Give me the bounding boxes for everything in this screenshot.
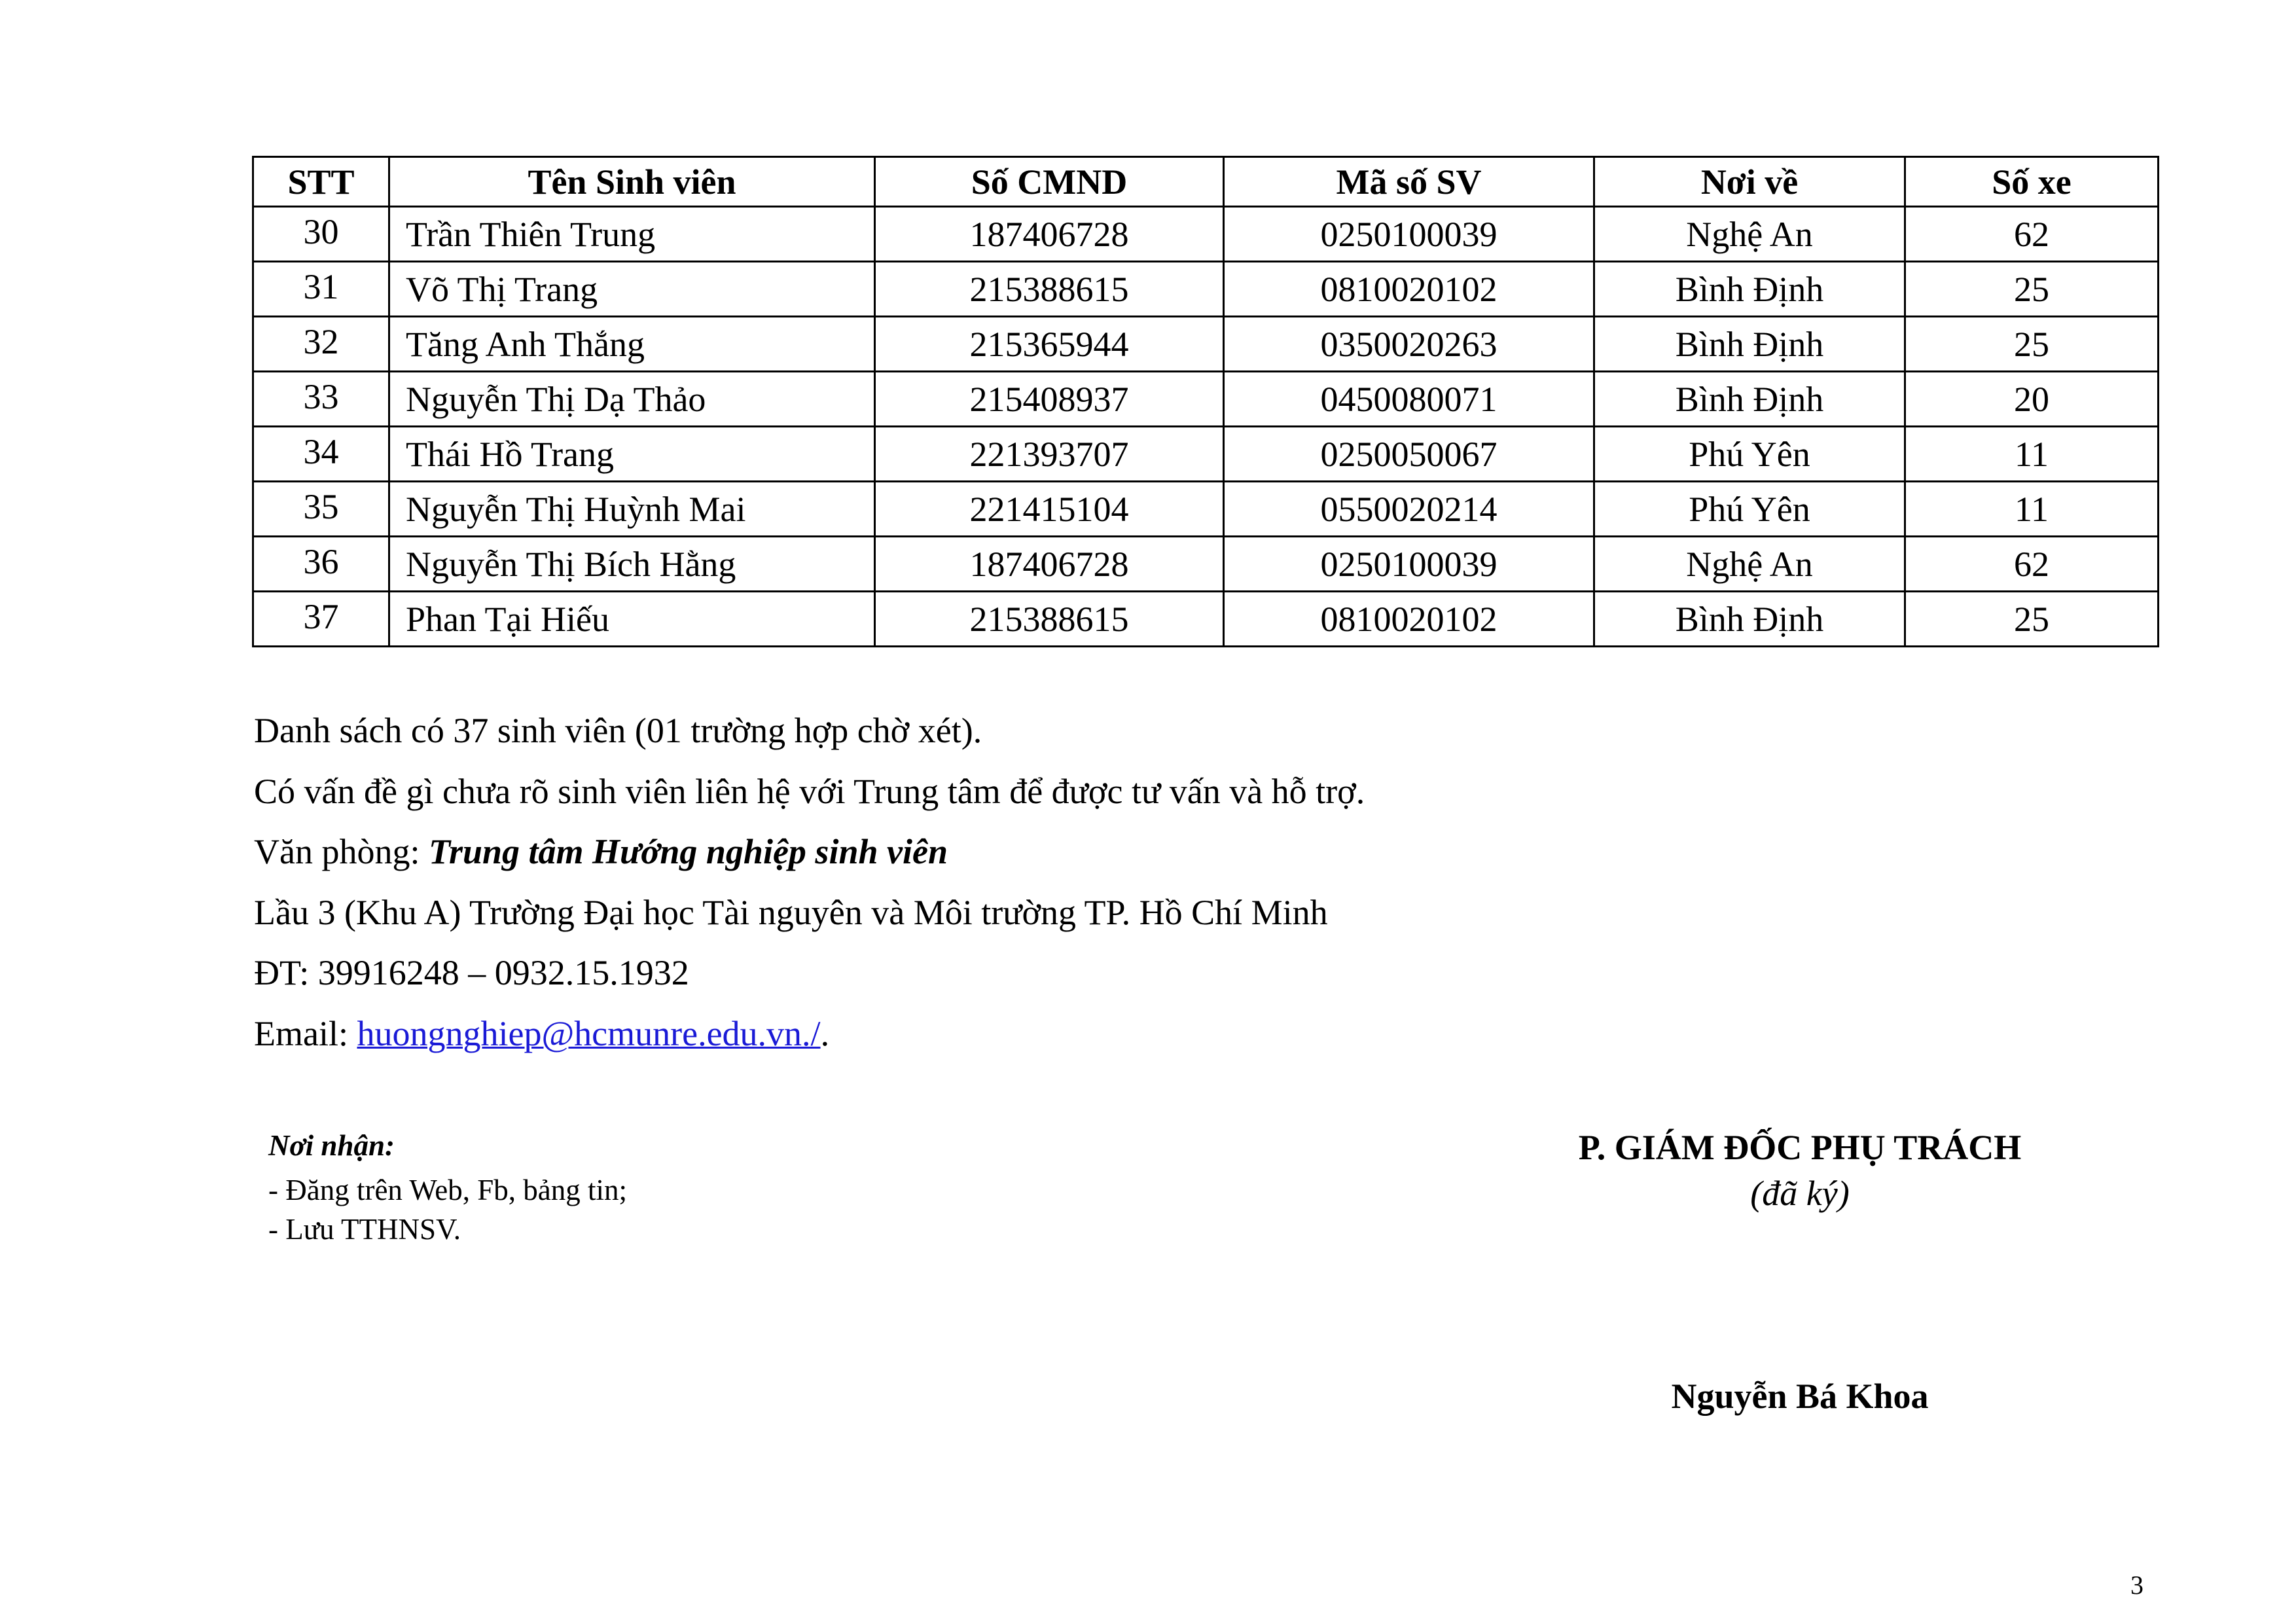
cell-id-card: 215388615 [875,592,1224,647]
cell-student-code: 0250050067 [1224,427,1594,482]
recipients-block [268,1126,627,1249]
cell-student-code: 0550020214 [1224,482,1594,537]
email-suffix: . [820,1013,830,1053]
cell-student-code: 0810020102 [1224,592,1594,647]
office-label: Văn phòng: [254,832,429,871]
header-destination: Nơi về [1594,157,1905,207]
cell-student-code: 0350020263 [1224,317,1594,372]
cell-student-code: 0810020102 [1224,262,1594,317]
contact-info [254,700,1365,1064]
page-number: 3 [2130,1570,2144,1600]
cell-student-name: Nguyễn Thị Huỳnh Mai [389,482,875,537]
header-student-name: Tên Sinh viên [389,157,875,207]
cell-id-card: 221415104 [875,482,1224,537]
cell-destination: Nghệ An [1594,537,1905,592]
cell-bus-number: 62 [1905,207,2159,262]
cell-bus-number: 62 [1905,537,2159,592]
recipient-item: - Lưu TTHNSV. [268,1213,461,1246]
cell-student-name: Nguyễn Thị Dạ Thảo [389,372,875,427]
cell-id-card: 187406728 [875,207,1224,262]
email-label: Email: [254,1013,357,1053]
student-table [252,156,2159,647]
cell-student-name: Tăng Anh Thắng [389,317,875,372]
signer-title: P. GIÁM ĐỐC PHỤ TRÁCH [1578,1128,2022,1167]
recipients-title: Nơi nhận: [268,1129,395,1162]
header-stt: STT [253,157,389,207]
cell-student-name: Thái Hồ Trang [389,427,875,482]
table-row [253,262,2159,317]
signature-block [1538,1125,2062,1416]
cell-bus-number: 11 [1905,482,2159,537]
cell-destination: Bình Định [1594,317,1905,372]
cell-stt: 31 [253,262,389,317]
signed-status: (đã ký) [1750,1174,1850,1213]
cell-bus-number: 25 [1905,317,2159,372]
cell-bus-number: 20 [1905,372,2159,427]
recipient-item: - Đăng trên Web, Fb, bảng tin; [268,1174,627,1206]
header-id-card: Số CMND [875,157,1224,207]
cell-destination: Nghệ An [1594,207,1905,262]
cell-stt: 36 [253,537,389,592]
address-text: Lầu 3 (Khu A) Trường Đại học Tài nguyên và Môi trường TP. Hồ Chí Minh [254,892,1328,932]
email-line [254,1003,1365,1064]
summary-text: Danh sách có 37 sinh viên (01 trường hợp chờ xét). [254,711,982,750]
cell-stt: 35 [253,482,389,537]
signer-name: Nguyễn Bá Khoa [1671,1377,1929,1416]
cell-id-card: 215408937 [875,372,1224,427]
cell-student-code: 0450080071 [1224,372,1594,427]
cell-destination: Bình Định [1594,262,1905,317]
table-row [253,427,2159,482]
contact-note: Có vấn đề gì chưa rõ sinh viên liên hệ với Trung tâm để được tư vấn và hỗ trợ. [254,771,1365,811]
cell-destination: Phú Yên [1594,427,1905,482]
table-row [253,537,2159,592]
table-row [253,482,2159,537]
email-link[interactable]: huongnghiep@hcmunre.edu.vn./ [357,1013,821,1053]
cell-bus-number: 25 [1905,262,2159,317]
cell-student-name: Nguyễn Thị Bích Hằng [389,537,875,592]
cell-destination: Bình Định [1594,372,1905,427]
cell-id-card: 215388615 [875,262,1224,317]
cell-bus-number: 25 [1905,592,2159,647]
cell-destination: Bình Định [1594,592,1905,647]
office-name: Trung tâm Hướng nghiệp sinh viên [428,832,948,871]
cell-student-code: 0250100039 [1224,537,1594,592]
cell-stt: 32 [253,317,389,372]
cell-id-card: 215365944 [875,317,1224,372]
header-student-code: Mã số SV [1224,157,1594,207]
cell-bus-number: 11 [1905,427,2159,482]
cell-stt: 34 [253,427,389,482]
table-row [253,372,2159,427]
cell-student-code: 0250100039 [1224,207,1594,262]
cell-destination: Phú Yên [1594,482,1905,537]
cell-stt: 33 [253,372,389,427]
header-bus-number: Số xe [1905,157,2159,207]
cell-student-name: Võ Thị Trang [389,262,875,317]
cell-stt: 37 [253,592,389,647]
phone-text: ĐT: 39916248 – 0932.15.1932 [254,953,689,992]
table-row [253,317,2159,372]
table-row [253,592,2159,647]
student-table-container [252,156,2157,647]
cell-id-card: 187406728 [875,537,1224,592]
cell-stt: 30 [253,207,389,262]
cell-id-card: 221393707 [875,427,1224,482]
cell-student-name: Trần Thiên Trung [389,207,875,262]
table-row [253,207,2159,262]
cell-student-name: Phan Tại Hiếu [389,592,875,647]
office-line [254,821,1365,882]
table-header-row [253,157,2159,207]
